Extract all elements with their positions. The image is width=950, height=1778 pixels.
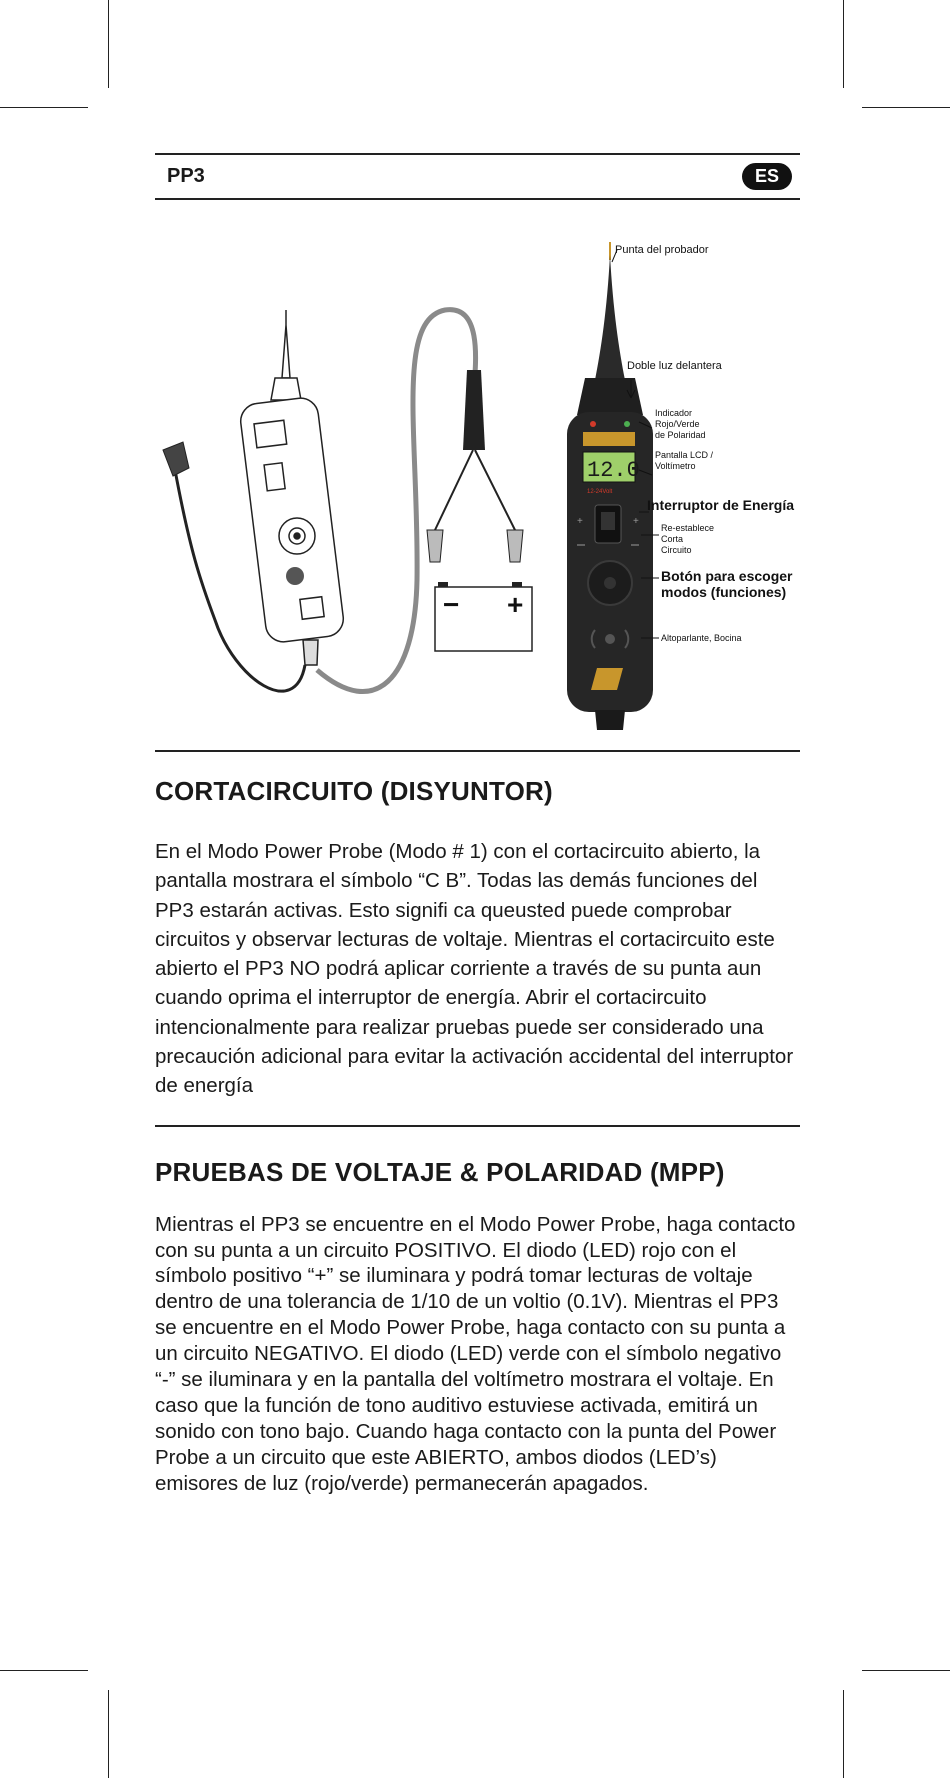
callout-reset-line: Re-establece (661, 523, 715, 533)
callout-speaker: Altoparlante, Bocina (661, 633, 742, 643)
lcd-reading: 12.0 (587, 458, 640, 483)
battery-plus-label: + (507, 589, 524, 620)
section-voltage-polarity (155, 1125, 800, 1497)
svg-text:+: + (577, 516, 583, 527)
language-badge: ES (742, 163, 792, 190)
callout-mode-button (661, 568, 792, 600)
callout-double-light: Doble luz delantera (627, 360, 722, 372)
section-circuit-breaker (155, 776, 800, 1101)
section-title: CORTACIRCUITO (DISYUNTOR) (155, 776, 553, 806)
page-header (155, 155, 800, 198)
callout-indicator-line: Indicador (655, 408, 693, 418)
callout-lcd-line: Pantalla LCD / (655, 450, 714, 460)
callout-tip: Punta del probador (615, 244, 709, 256)
crop-mark (0, 107, 88, 108)
product-code: PP3 (167, 165, 205, 187)
svg-text:+: + (633, 516, 639, 527)
crop-mark (0, 1670, 88, 1671)
crop-mark (108, 1690, 109, 1778)
product-illustration (155, 200, 800, 750)
crop-mark (108, 0, 109, 88)
section-body: Mientras el PP3 se encuentre en el Modo Power Probe, haga contacto con su punta a un circuito POSITIVO. El diodo (LED) rojo con el símbolo positivo “+” se iluminara y podrá tomar lecturas de voltaje dentro de una tolerancia de 1/10 de un voltio (0.1V). Mientras el PP3 se encuentre en el Modo Power Probe, haga contacto con su punta a un circuito NEGATIVO. El diodo (LED) verde con el símbolo negativo “-” se iluminara y en la pantalla del voltímetro mostrara el voltaje. En caso que la función de tono auditivo estuviese activada, emitirá un sonido con tono bajo. Cuando haga contacto con la punta del Power Probe a un circuito que este ABIERTO, ambos diodos (LED’s) emisores de luz (rojo/verde) permanecerán apagados. (155, 1212, 796, 1495)
callout-indicator (655, 408, 706, 441)
callout-reset-line: Corta (661, 534, 684, 544)
crop-mark (843, 1690, 844, 1778)
section-title: PRUEBAS DE VOLTAJE & POLARIDAD (MPP) (155, 1156, 725, 1187)
callout-indicator-line: Rojo/Verde (655, 419, 700, 429)
section-body: En el Modo Power Probe (Modo # 1) con el cortacircuito abierto, la pantalla mostrara el símbolo “C B”. Todas las demás funciones del PP3 estarán activas. Esto signifi ca queusted puede comprobar circuitos y observar lecturas de voltaje. Mientras el cortacircuito este abierto el PP3 NO podrá aplicar corriente a través de su punta aun cuando oprima el interruptor de energía. Abrir el cortacircuito intencionalmente para realizar pruebas puede ser considerado una precaución adicional para evitar la activación accidental del interruptor de energía (155, 840, 794, 1098)
led-green-indicator (624, 421, 630, 427)
callout-indicator-line: de Polaridad (655, 430, 706, 440)
callout-mode-line: modos (funciones) (661, 584, 787, 600)
callout-lcd (655, 450, 713, 472)
callout-reset-line: Circuito (661, 545, 692, 555)
battery-minus-label: − (443, 589, 460, 620)
crop-mark (862, 1670, 950, 1671)
crop-mark (843, 0, 844, 88)
section-divider (155, 1125, 800, 1127)
led-red-indicator (590, 421, 596, 427)
probe-photo (567, 242, 653, 730)
callout-power-switch: Interruptor de Energía (647, 497, 795, 513)
probe-line-art (239, 310, 346, 665)
callout-lcd-line: Voltímetro (655, 461, 696, 471)
manual-page (155, 153, 800, 1497)
svg-text:12-24Volt: 12-24Volt (587, 489, 613, 495)
power-probe-diagram (155, 200, 800, 750)
crop-mark (862, 107, 950, 108)
figure-bottom-rule (155, 750, 800, 752)
callout-reset (661, 523, 714, 556)
callout-mode-line: Botón para escoger (661, 568, 793, 584)
